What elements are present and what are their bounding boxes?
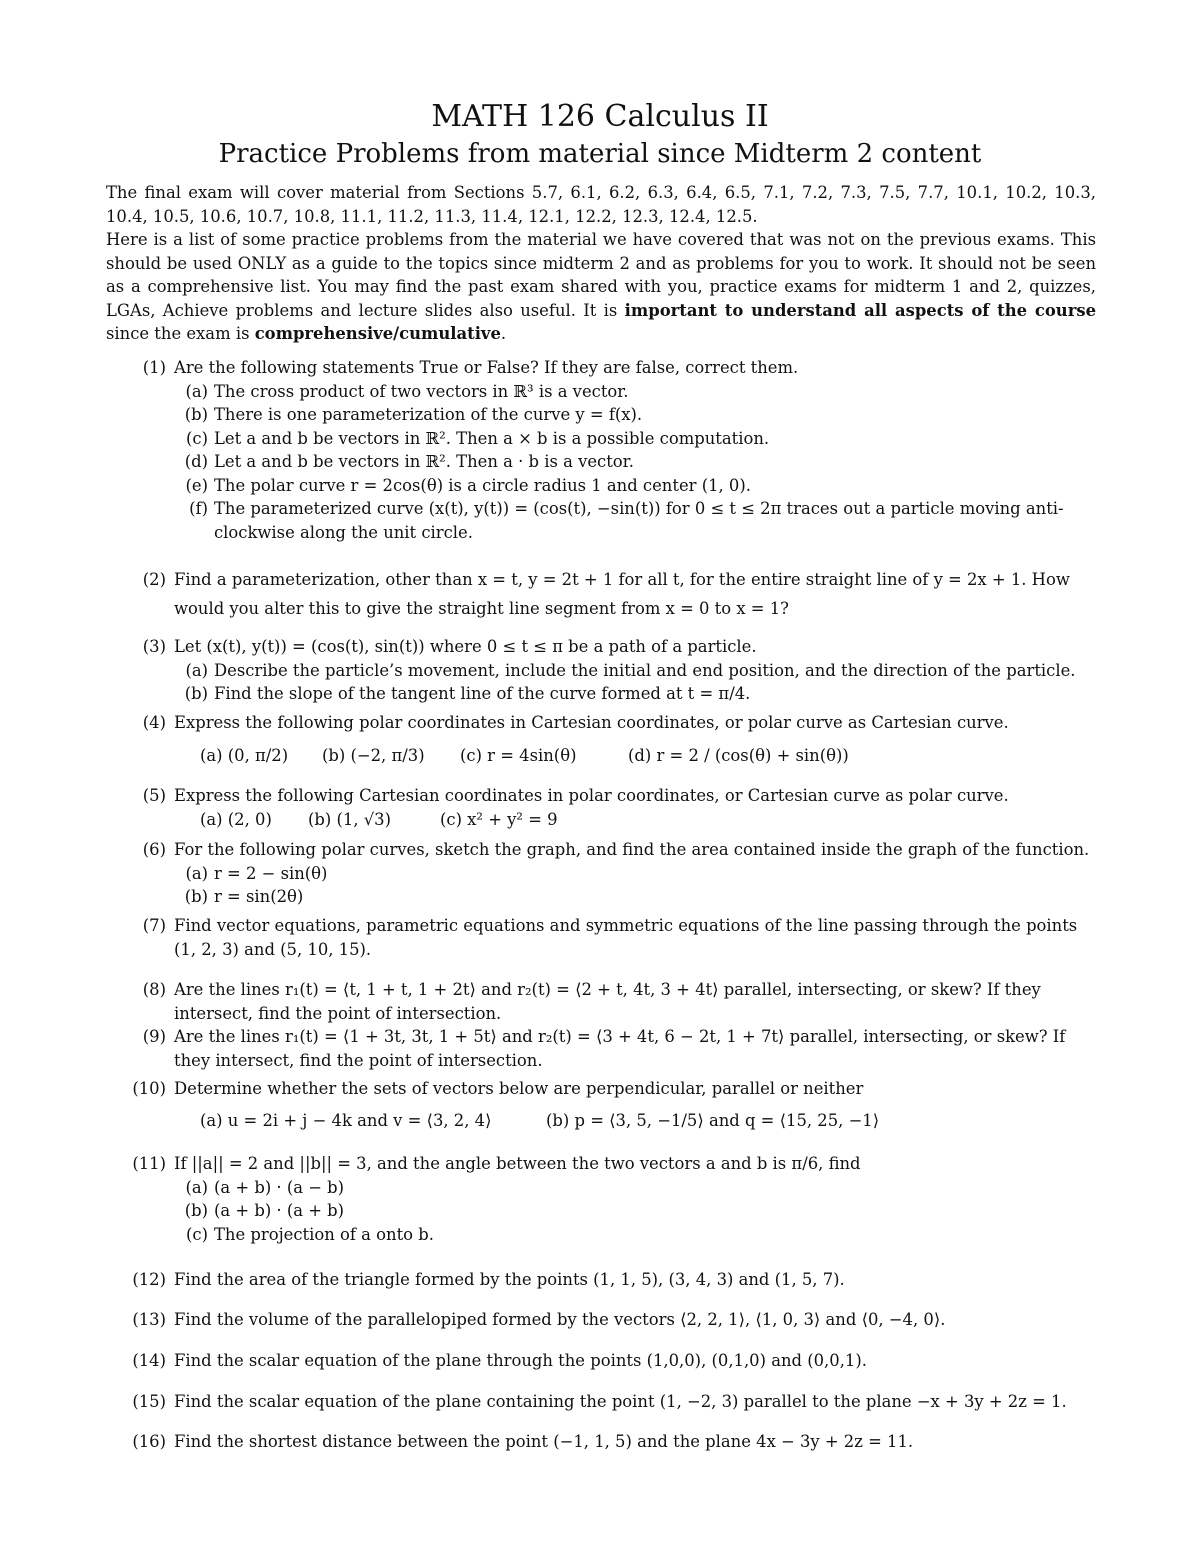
part-label: (c) — [186, 428, 208, 448]
problem-text: Let (x(t), y(t)) = (cos(t), sin(t)) where 0 ≤ t ≤ π be a path of a particle. — [174, 637, 757, 656]
problem-number: (3) — [142, 637, 166, 656]
inline-part: (b) (1, √3) — [308, 809, 392, 829]
problem-part — [174, 474, 1096, 498]
problem-6 — [106, 838, 1096, 909]
intro-guide-text: Here is a list of some practice problems from the material we have covered that was not on the previous exams. This should be used ONLY as a guide to the topics since midterm 2 and as problems for you to work. It should not be seen as a comprehensive list. You may find the past exam shared with you, practice exams for midterm 1 and 2, quizzes, LGAs, Achieve problems and lecture slides also useful. It is — [106, 230, 1096, 320]
problem-2 — [106, 565, 1096, 623]
problem-number: (8) — [142, 980, 166, 999]
problem-part — [174, 885, 1096, 909]
part-label: (b) — [184, 887, 208, 906]
part-label: (b) — [184, 684, 208, 703]
inline-part: (c) x² + y² = 9 — [440, 809, 558, 829]
part-text: Describe the particle’s movement, include the initial and end position, and the direction of the particle. — [214, 660, 1076, 680]
problem-text: Determine whether the sets of vectors below are perpendicular, parallel or neither — [174, 1079, 864, 1098]
problem-part — [174, 862, 1096, 886]
inline-part: (b) (−2, π/3) — [322, 745, 425, 765]
problem-text: Find the volume of the parallelopiped formed by the vectors ⟨2, 2, 1⟩, ⟨1, 0, 3⟩ and ⟨0, −4, 0⟩. — [174, 1310, 946, 1329]
problem-9 — [106, 1025, 1096, 1072]
part-label: (e) — [185, 475, 208, 495]
problem-11 — [106, 1152, 1096, 1246]
part-label: (a) — [185, 381, 208, 401]
problem-text: Express the following polar coordinates in Cartesian coordinates, or polar curve as Cartesian curve. — [174, 713, 1009, 732]
part-label: (d) — [184, 452, 208, 471]
inline-part: (b) p = ⟨3, 5, −1/5⟩ and q = ⟨15, 25, −1⟩ — [546, 1110, 880, 1130]
header — [0, 98, 1200, 172]
inline-parts — [174, 735, 1096, 777]
part-label: (a) — [185, 660, 208, 680]
part-text: Let a and b be vectors in ℝ². Then a × b is a possible computation. — [214, 428, 770, 448]
problem-number: (1) — [142, 358, 166, 377]
problem-text: Are the lines r₁(t) = ⟨1 + 3t, 3t, 1 + 5t⟩ and r₂(t) = ⟨3 + 4t, 6 − 2t, 1 + 7t⟩ parallel, intersecting, or skew? If they intersect, find the point of intersection. — [174, 1027, 1066, 1070]
problem-part — [174, 1176, 1096, 1200]
part-text: (a + b) · (a − b) — [214, 1177, 345, 1197]
page-title: MATH 126 Calculus II — [431, 99, 769, 134]
part-text: The projection of a onto b. — [214, 1224, 434, 1244]
problem-text: Find the shortest distance between the point (−1, 1, 5) and the plane 4x − 3y + 2z = 11. — [174, 1432, 914, 1451]
problem-number: (2) — [142, 570, 166, 589]
part-label: (a) — [185, 1177, 208, 1197]
problem-text: For the following polar curves, sketch the graph, and find the area contained inside the graph of the function. — [174, 840, 1090, 859]
problem-text: Find vector equations, parametric equations and symmetric equations of the line passing through the points (1, 2, 3) and (5, 10, 15). — [174, 916, 1078, 959]
problem-text: Express the following Cartesian coordinates in polar coordinates, or Cartesian curve as polar curve. — [174, 786, 1009, 805]
problem-part — [174, 1199, 1096, 1223]
problem-5 — [106, 784, 1096, 831]
problem-4 — [106, 711, 1096, 777]
problem-7 — [106, 914, 1096, 961]
page-subtitle: Practice Problems from material since Midterm 2 content — [218, 139, 982, 169]
problem-number: (6) — [142, 840, 166, 859]
part-text: The cross product of two vectors in ℝ³ is a vector. — [214, 381, 629, 401]
problem-number: (4) — [142, 713, 166, 732]
problem-part — [174, 450, 1096, 474]
inline-parts — [174, 808, 1096, 832]
problem-13 — [106, 1308, 1096, 1332]
problem-part — [174, 682, 1096, 706]
problem-15 — [106, 1390, 1096, 1414]
intro-guide-end: . — [500, 324, 507, 343]
inline-part: (a) (2, 0) — [200, 809, 272, 829]
problem-text: If ||a|| = 2 and ||b|| = 3, and the angle between the two vectors a and b is π/6, find — [174, 1154, 861, 1173]
problem-part — [174, 659, 1096, 683]
problem-14 — [106, 1349, 1096, 1373]
problem-3 — [106, 635, 1096, 706]
part-text: Let a and b be vectors in ℝ². Then a · b is a vector. — [214, 452, 634, 471]
part-label: (b) — [184, 405, 208, 424]
problem-number: (5) — [142, 786, 166, 805]
part-text: There is one parameterization of the curve y = f(x). — [214, 405, 643, 424]
part-text: The parameterized curve (x(t), y(t)) = (cos(t), −sin(t)) for 0 ≤ t ≤ 2π traces out a particle moving anti-clockwise along the unit circle. — [214, 499, 1064, 542]
problem-number: (10) — [132, 1079, 166, 1098]
problem-part — [174, 380, 1096, 404]
problem-number: (15) — [132, 1392, 166, 1411]
problem-text: Find a parameterization, other than x = t, y = 2t + 1 for all t, for the entire straight line of y = 2x + 1. How would you alter this to give the straight line segment from x = 0 to x = 1? — [174, 570, 1070, 618]
problem-number: (13) — [132, 1310, 166, 1329]
inline-parts — [174, 1101, 1096, 1141]
problem-text: Find the scalar equation of the plane through the points (1,0,0), (0,1,0) and (0,0,1). — [174, 1351, 867, 1370]
part-label: (b) — [184, 1201, 208, 1220]
problem-text: Find the area of the triangle formed by the points (1, 1, 5), (3, 4, 3) and (1, 5, 7). — [174, 1270, 845, 1289]
problem-text: Are the lines r₁(t) = ⟨t, 1 + t, 1 + 2t⟩ and r₂(t) = ⟨2 + t, 4t, 3 + 4t⟩ parallel, intersecting, or skew? If they intersect, find the point of intersection. — [174, 980, 1041, 1023]
part-label: (a) — [185, 863, 208, 883]
part-label: (c) — [186, 1224, 208, 1244]
problem-part — [174, 427, 1096, 451]
inline-part: (a) u = 2i + j − 4k and v = ⟨3, 2, 4⟩ — [200, 1110, 492, 1130]
inline-part: (c) r = 4sin(θ) — [460, 745, 577, 765]
problem-text: Are the following statements True or False? If they are false, correct them. — [174, 358, 799, 377]
part-text: r = sin(2θ) — [214, 887, 304, 906]
problem-number: (14) — [132, 1351, 166, 1370]
problem-number: (12) — [132, 1270, 166, 1289]
problem-part — [174, 1223, 1096, 1247]
problem-text: Find the scalar equation of the plane containing the point (1, −2, 3) parallel to the plane −x + 3y + 2z = 1. — [174, 1392, 1067, 1411]
part-text: The polar curve r = 2cos(θ) is a circle radius 1 and center (1, 0). — [214, 475, 751, 495]
intro-sections: The final exam will cover material from Sections 5.7, 6.1, 6.2, 6.3, 6.4, 6.5, 7.1, 7.2, 7.3, 7.5, 7.7, 10.1, 10.2, 10.3, 10.4, 10.5, 10.6, 10.7, 10.8, 11.1, 11.2, 11.3, 11.4, 12.1, 12.2, 12.3, 12.4, 12.5. — [106, 183, 1096, 226]
problem-16 — [106, 1430, 1096, 1454]
problem-10 — [106, 1077, 1096, 1141]
problem-number: (16) — [132, 1432, 166, 1451]
problem-number: (11) — [132, 1154, 166, 1173]
problem-part — [174, 497, 1096, 544]
inline-part: (a) (0, π/2) — [200, 745, 289, 765]
inline-part: (d) r = 2 / (cos(θ) + sin(θ)) — [628, 745, 849, 765]
intro — [106, 181, 1096, 346]
part-text: Find the slope of the tangent line of the curve formed at t = π/4. — [214, 684, 751, 703]
intro-guide-mid: since the exam is — [106, 324, 255, 343]
part-label: (f) — [189, 499, 208, 518]
problem-8 — [106, 978, 1096, 1025]
intro-guide — [106, 228, 1096, 346]
intro-emphasis-2: comprehensive/cumulative — [254, 324, 501, 343]
part-text: (a + b) · (a + b) — [214, 1201, 345, 1220]
problem-12 — [106, 1268, 1096, 1292]
problem-number: (9) — [142, 1027, 166, 1046]
problem-number: (7) — [142, 916, 166, 935]
problem-part — [174, 403, 1096, 427]
intro-emphasis-1: important to understand all aspects of the course — [624, 300, 1096, 320]
part-text: r = 2 − sin(θ) — [214, 863, 328, 883]
problem-1 — [106, 356, 1096, 544]
